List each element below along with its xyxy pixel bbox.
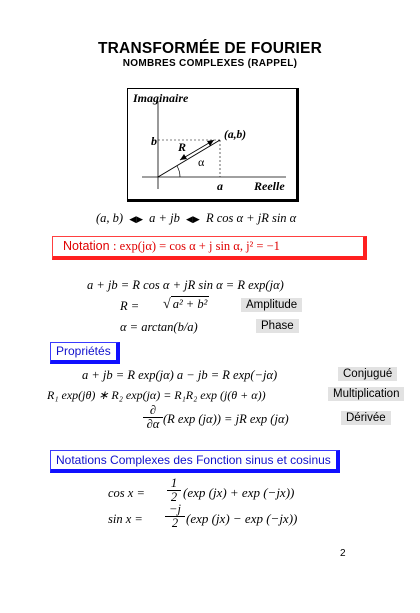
- amplitude-rhs: [163, 297, 209, 313]
- alpha-label: α: [198, 155, 205, 169]
- notation-formula: : exp(jα) = cos α + j sin α, j² = −1: [113, 239, 280, 253]
- r-label: R: [178, 140, 187, 154]
- derivative-tag: Dérivée: [341, 411, 391, 425]
- cos-fraction: [167, 477, 181, 504]
- derivative-fraction: [143, 404, 163, 431]
- forms-right: R cos α + jR sin α: [205, 211, 297, 225]
- page-number: 2: [340, 548, 346, 559]
- amplitude-tag: Amplitude: [241, 298, 302, 312]
- properties-heading: Propriétés: [50, 342, 120, 364]
- r-arrow-head-up: [207, 140, 214, 146]
- a-label: a: [217, 179, 223, 193]
- sin-numerator: −j: [165, 503, 185, 517]
- amplitude-radicand: a² + b²: [172, 297, 208, 311]
- derivative-numerator: ∂: [143, 404, 163, 418]
- forms-left: (a, b): [96, 211, 124, 225]
- multiplication-tag: Multiplication: [328, 387, 404, 401]
- sin-lhs: sin x =: [108, 512, 143, 526]
- conjugate-tag: Conjugué: [338, 367, 397, 381]
- derivative-denominator: ∂α: [146, 417, 160, 431]
- sin-fraction: [165, 503, 185, 530]
- point-label: (a,b): [224, 129, 247, 141]
- phase-equation: α = arctan(b/a): [120, 320, 198, 334]
- y-axis-label: Imaginaire: [133, 91, 189, 105]
- polar-equation: a + jb = R cos α + jR sin α = R exp(jα): [87, 278, 284, 292]
- conjugate-equation: a + jb = R exp(jα) a − jb = R exp(−jα): [82, 368, 278, 382]
- sqrt-icon: √: [163, 297, 171, 312]
- notation-box: [52, 236, 367, 260]
- phase-tag: Phase: [256, 319, 299, 333]
- vector-r: [158, 140, 220, 177]
- double-arrow-icon: ◀▶: [185, 214, 200, 224]
- multiplication-equation: R₁ exp(jθ) ∗ R₂ exp(jα) = R₁R₂ exp (j(θ + α)): [47, 388, 266, 402]
- complex-plane-diagram: [127, 88, 299, 202]
- double-arrow-icon: ◀▶: [129, 214, 144, 224]
- cos-numerator: 1: [167, 477, 181, 491]
- sin-denominator: 2: [171, 516, 179, 530]
- cos-lhs: cos x =: [108, 486, 145, 500]
- b-label: b: [151, 134, 157, 148]
- trig-heading: Notations Complexes des Fonction sinus et cosinus: [50, 450, 340, 473]
- cos-denominator: 2: [170, 490, 178, 504]
- derivative-equation: (R exp (jα)) = jR exp (jα): [163, 412, 289, 426]
- page-subtitle: NOMBRES COMPLEXES (RAPPEL): [122, 58, 298, 69]
- cos-rhs: (exp (jx) + exp (−jx)): [183, 485, 295, 500]
- forms-line: [96, 211, 296, 226]
- alpha-arc: [177, 166, 180, 177]
- sin-rhs: (exp (jx) − exp (−jx)): [186, 511, 298, 526]
- forms-mid: a + jb: [149, 211, 180, 225]
- notation-label: Notation: [63, 239, 110, 253]
- page-title: TRANSFORMÉE DE FOURIER: [98, 40, 322, 57]
- x-axis-label: Reelle: [254, 179, 285, 193]
- amplitude-lhs: R =: [120, 299, 140, 313]
